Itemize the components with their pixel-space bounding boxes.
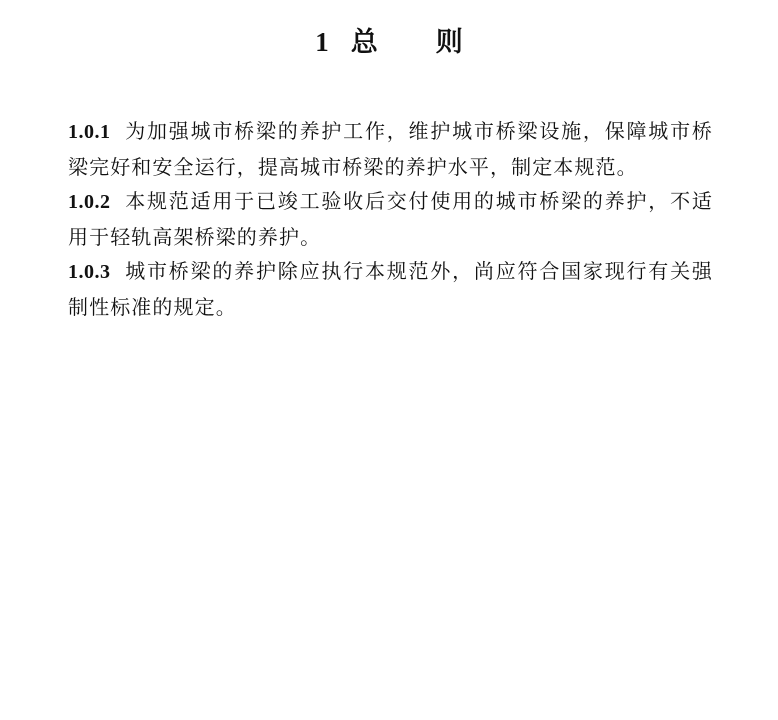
clause-1-0-3 (68, 254, 713, 324)
clause-text: 本规范适用于已竣工验收后交付使用的城市桥梁的养护，不适用于轻轨高架桥梁的养护。 (68, 189, 713, 249)
clause-1-0-1 (68, 114, 713, 184)
clause-1-0-2 (68, 184, 713, 254)
chapter-number: 1 (315, 27, 329, 57)
clause-number: 1.0.3 (68, 261, 111, 283)
clause-number: 1.0.2 (68, 191, 111, 213)
clause-text: 为加强城市桥梁的养护工作，维护城市桥梁设施，保障城市桥梁完好和安全运行，提高城市桥梁的养护水平，制定本规范。 (68, 119, 713, 179)
chapter-title (0, 24, 778, 61)
chapter-body (68, 114, 713, 324)
clause-text: 城市桥梁的养护除应执行本规范外，尚应符合国家现行有关强制性标准的规定。 (68, 259, 713, 319)
clause-number: 1.0.1 (68, 121, 111, 143)
chapter-title-char-2: 则 (435, 27, 463, 58)
chapter-title-char-1: 总 (350, 27, 378, 58)
